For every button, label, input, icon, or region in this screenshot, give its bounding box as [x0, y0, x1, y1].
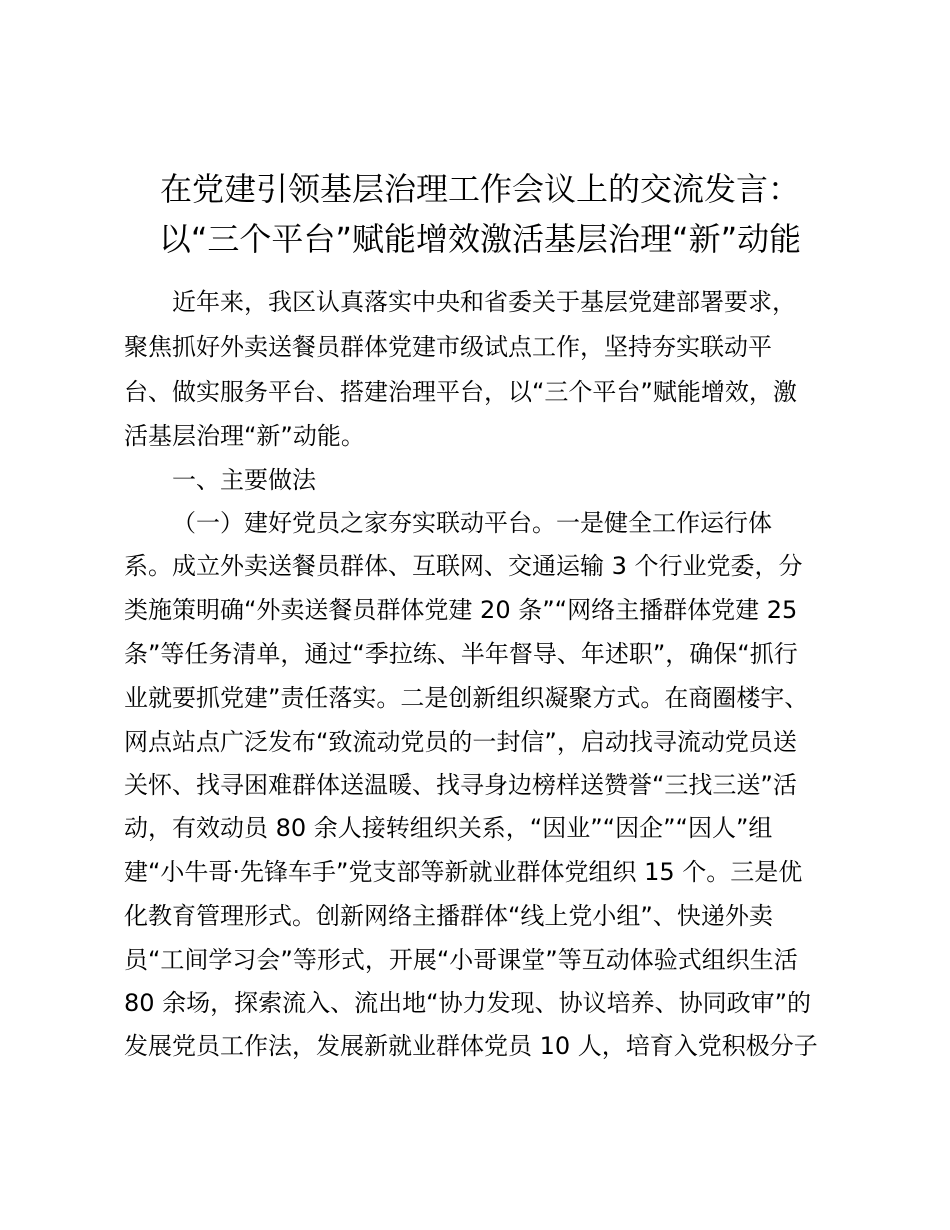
document-title-line-2: 以“三个平台”赋能增效激活基层治理“新”动能 — [158, 220, 802, 258]
paragraph-line: 关怀、找寻困难群体送温暖、找寻身边榜样送赞誉“三找三送”活 — [124, 771, 797, 799]
paragraph-line: 系。成立外卖送餐员群体、互联网、交通运输 3 个行业党委，分 — [124, 552, 803, 580]
paragraph-line: 聚焦抓好外卖送餐员群体党建市级试点工作，坚持夯实联动平 — [124, 333, 772, 361]
document-title-line-1: 在党建引领基层治理工作会议上的交流发言： — [159, 170, 800, 208]
paragraph-line: 发展党员工作法，发展新就业群体党员 10 人，培育入党积极分子 — [124, 1032, 818, 1060]
paragraph-line: （一）建好党员之家夯实联动平台。一是健全工作运行体 — [172, 509, 772, 537]
section-heading: 一、主要做法 — [172, 466, 316, 494]
paragraph-line: 活基层治理“新”动能。 — [124, 422, 365, 450]
paragraph-line: 建“小牛哥·先锋车手”党支部等新就业群体党组织 15 个。三是优 — [124, 858, 803, 886]
paragraph-line: 类施策明确“外卖送餐员群体党建 20 条”“网络主播群体党建 25 — [124, 596, 798, 624]
paragraph-line: 业就要抓党建”责任落实。二是创新组织凝聚方式。在商圈楼宇、 — [124, 684, 809, 712]
paragraph-line: 台、做实服务平台、搭建治理平台，以“三个平台”赋能增效，激 — [124, 378, 797, 406]
paragraph-line: 员“工间学习会”等形式，开展“小哥课堂”等互动体验式组织生活 — [124, 946, 798, 974]
paragraph-line: 条”等任务清单，通过“季拉练、半年督导、年述职”，确保“抓行 — [124, 640, 798, 668]
paragraph-line: 动，有效动员 80 余人接转组织关系，“因业”“因企”“因人”组 — [124, 814, 773, 842]
paragraph-line: 近年来，我区认真落实中央和省委关于基层党建部署要求， — [172, 288, 796, 316]
paragraph-line: 80 余场，探索流入、流出地“协力发现、协议培养、协同政审”的 — [124, 989, 812, 1017]
paragraph-line: 网点站点广泛发布“致流动党员的一封信”，启动找寻流动党员送 — [124, 728, 797, 756]
paragraph-line: 化教育管理形式。创新网络主播群体“线上党小组”、快递外卖 — [124, 902, 773, 930]
